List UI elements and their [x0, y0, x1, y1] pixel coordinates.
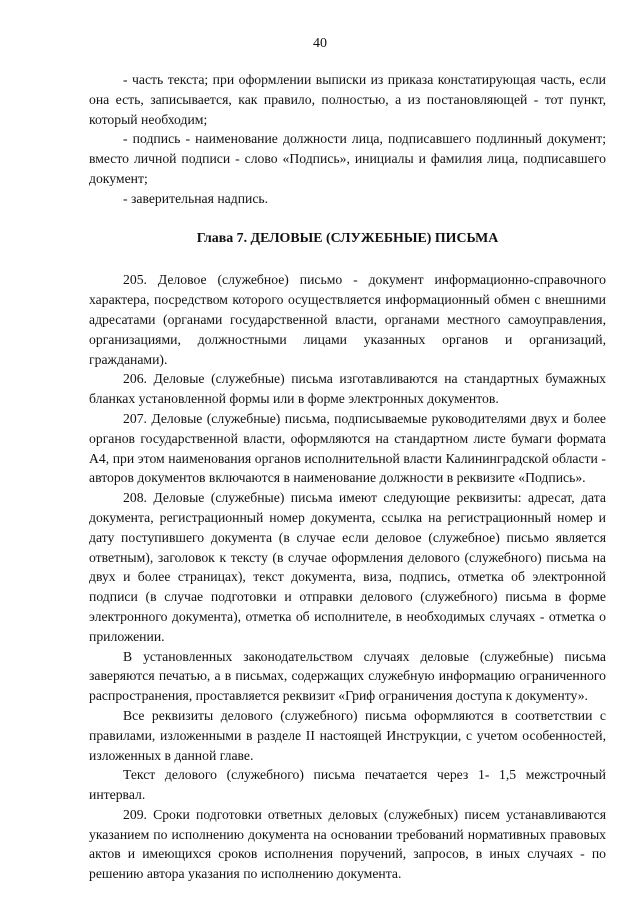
paragraph-205: 205. Деловое (служебное) письмо - документ информационно-справочного характера, посредством которого осуществляется информационный обмен с внешними адресатами (органами государственной власти, органами местного самоуправления, организациями, должностными лицами указанных органов и организаций, гражданами). [89, 272, 606, 367]
paragraph-208: 208. Деловые (служебные) письма имеют следующие реквизиты: адресат, дата документа, регистрационный номер документа, ссылка на регистрационный номер и дату поступившего документа (в случае если деловое (служебное) письмо является ответным), заголовок к тексту (в случае оформления делового (служебного) письма на двух и более страницах), текст документа, виза, подпись, отметка об электронной подписи (в случае подготовки и отправки делового (служебного) письма в форме электронного документа), отметка об исполнителе, в необходимых случаях - отметка о приложении. [89, 490, 606, 644]
chapter-title: Глава 7. ДЕЛОВЫЕ (СЛУЖЕБНЫЕ) ПИСЬМА [196, 230, 499, 246]
paragraph-208-seal: В установленных законодательством случаях деловые (служебные) письма заверяются печатью, а в письмах, содержащих служебную информацию ограниченного распространения, проставляется реквизит «Гриф ограничения доступа к документу». [89, 648, 606, 704]
page-body [89, 70, 606, 884]
paragraph-208-line-spacing: Текст делового (служебного) письма печатается через 1- 1,5 межстрочный интервал. [89, 767, 606, 803]
intro-item-signature: - подпись - наименование должности лица, подписавшего подлинный документ; вместо личной подписи - слово «Подпись», инициалы и фамилия лица, подписавшего документ; [89, 131, 606, 186]
page-number: 40 [313, 36, 327, 51]
paragraph-208-requisites: Все реквизиты делового (служебного) письма оформляются в соответствии с правилами, изложенными в разделе II настоящей Инструкции, с учетом особенностей, изложенных в данной главе. [89, 707, 606, 763]
paragraph-207: 207. Деловые (служебные) письма, подписываемые руководителями двух и более органов государственной власти, оформляются на стандартном листе бумаги формата А4, при этом наименования органов исполнительной власти Калининградской области - авторов документов включаются в наименование должности в реквизите «Подпись». [89, 410, 606, 486]
paragraph-209: 209. Сроки подготовки ответных деловых (служебных) писем устанавливаются указанием по исполнению документа на основании требований нормативных правовых актов и имеющихся сроков исполнения поручений, запросов, в иных случаях - по решению автора указания по исполнению документа. [89, 806, 606, 882]
paragraph-206: 206. Деловые (служебные) письма изготавливаются на стандартных бумажных бланках установленной формы или в форме электронных документов. [89, 371, 606, 407]
intro-item-text-part: - часть текста; при оформлении выписки из приказа констатирующая часть, если она есть, записывается, как правило, полностью, а из постановляющей - тот пункт, который необходим; [89, 72, 606, 127]
intro-item-certification: - заверительная надпись. [123, 190, 269, 206]
